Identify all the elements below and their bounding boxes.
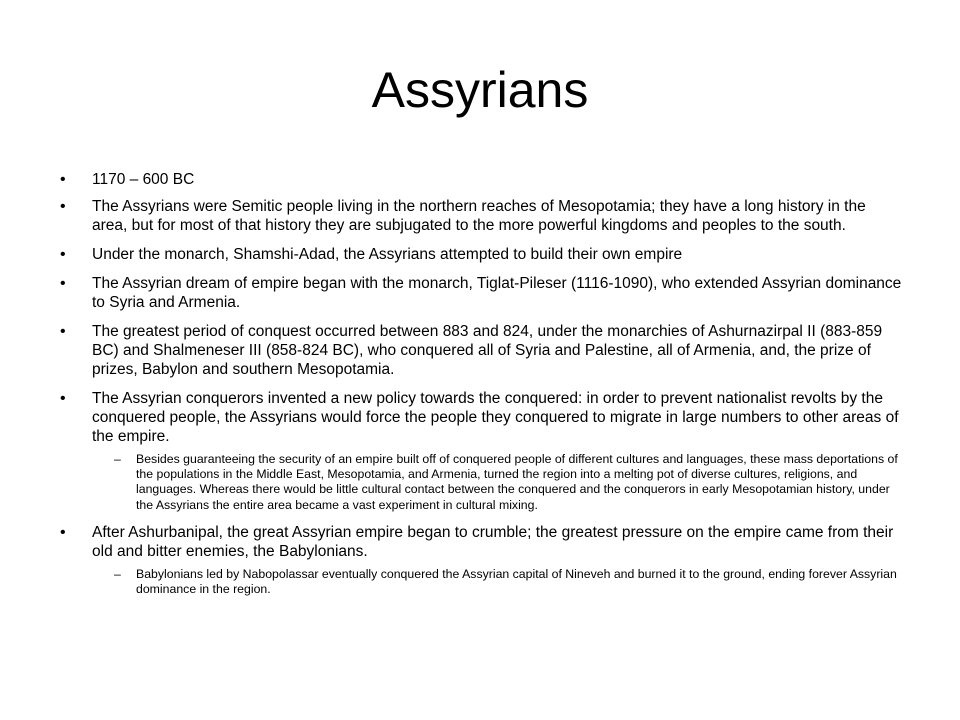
bullet-item-greatest-conquest <box>60 322 905 379</box>
bullet-item-decline <box>60 523 905 597</box>
bullet-text: The Assyrians were Semitic people living in the northern reaches of Mesopotamia; they have a long history in the area, but for most of that history they are subjugated to the more powerful kingdoms and peoples to the south. <box>92 198 866 234</box>
bullet-list <box>60 170 905 607</box>
bullet-item-origins <box>60 197 905 235</box>
sub-list <box>92 567 905 597</box>
bullet-item-dates <box>60 170 905 189</box>
slide-title: Assyrians <box>371 62 589 118</box>
bullet-text: The greatest period of conquest occurred between 883 and 824, under the monarchies of Ashurnazirpal II (883-859 BC) and Shalmeneser III (858-824 BC), who conquered all of Syria and Palestine, all of Armenia, and, the prize of prizes, Babylon and southern Mesopotamia. <box>92 323 883 378</box>
bullet-text: 1170 – 600 BC <box>92 171 195 188</box>
bullet-item-shamshi-adad <box>60 245 905 264</box>
bullet-text: The Assyrian dream of empire began with the monarch, Tiglat-Pileser (1116-1090), who extended Assyrian dominance to Syria and Armenia. <box>92 275 902 311</box>
sub-list <box>92 452 905 513</box>
bullet-item-tiglat-pileser <box>60 274 905 312</box>
bullet-item-deportation-policy <box>60 389 905 513</box>
sub-item-nineveh: – Babylonians led by Nabopolassar eventually conquered the Assyrian capital of Nineveh and burned it to the ground, ending forever Assyrian dominance in the region. <box>90 567 905 597</box>
bullet-text: Under the monarch, Shamshi-Adad, the Assyrians attempted to build their own empire <box>92 246 683 263</box>
bullet-text: After Ashurbanipal, the great Assyrian empire began to crumble; the greatest pressure on the empire came from their old and bitter enemies, the Babylonians. <box>92 523 894 560</box>
bullet-text: The Assyrian conquerors invented a new policy towards the conquered: in order to prevent nationalist revolts by the conquered people, the Assyrians would force the people they conquered to migrate in large numbers to other areas of the empire. <box>92 390 899 445</box>
sub-item-cultural-mixing: – Besides guaranteeing the security of an empire built off of conquered people of different cultures and languages, these mass deportations of the populations in the Middle East, Mesopotamia, and Armenia, turned the region into a melting pot of diverse cultures, religions, and languages. Whereas there would be little cultural contact between the conquered and the conquerors in early Mesopotamian history, under the Assyrians the entire area became a vast experiment in cultural mixing. <box>90 452 905 513</box>
